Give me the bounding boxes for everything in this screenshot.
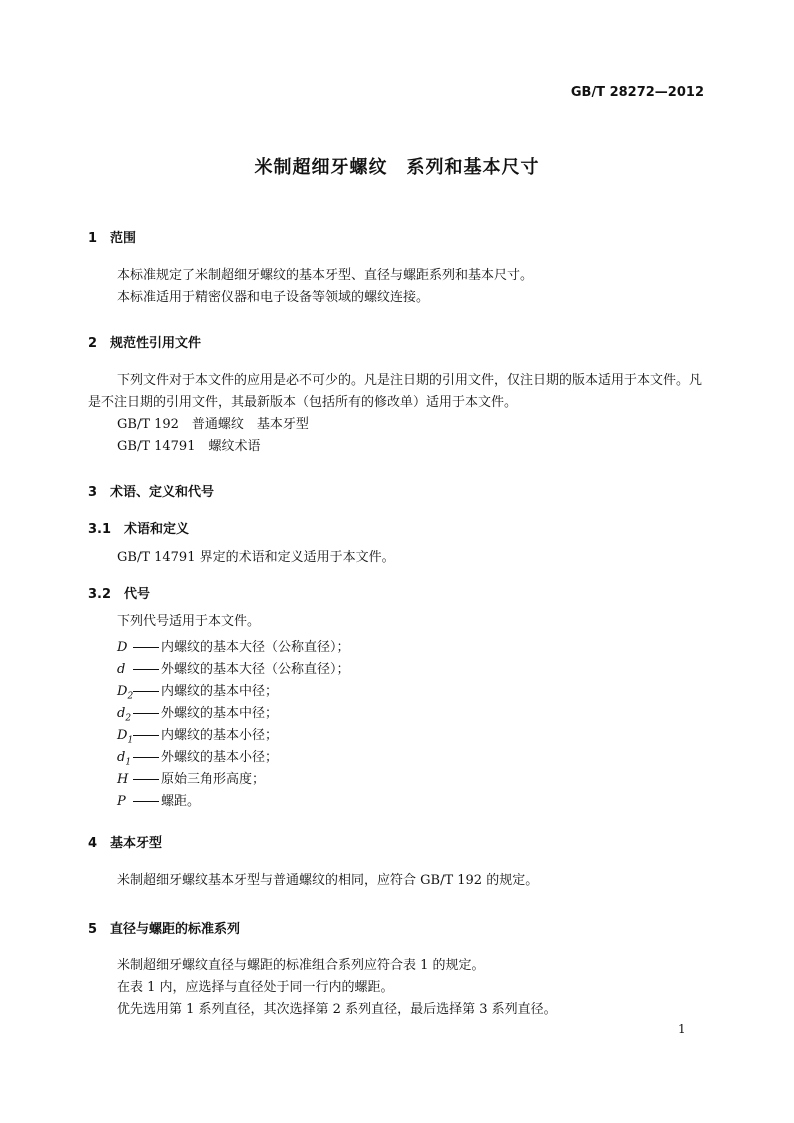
symbol-subscript: 2 <box>125 713 132 724</box>
symbol-description: 外螺纹的基本小径； <box>161 750 279 765</box>
section-3-2-heading: 3.2 代号 <box>88 587 151 602</box>
paragraph: 米制超细牙螺纹基本牙型与普通螺纹的相同，应符合 GB/T 192 的规定。 <box>117 873 539 888</box>
document-title: 米制超细牙螺纹 系列和基本尺寸 <box>254 157 540 178</box>
paragraph: GB/T 14791 界定的术语和定义适用于本文件。 <box>117 550 395 565</box>
symbol-item <box>117 680 278 702</box>
symbol-letter: H <box>117 772 129 787</box>
section-4-heading: 4 基本牙型 <box>88 836 163 851</box>
section-5-heading: 5 直径与螺距的标准系列 <box>88 922 241 937</box>
symbol-description: 外螺纹的基本大径（公称直径）； <box>161 662 350 677</box>
reference-item: GB/T 14791 螺纹术语 <box>117 439 261 454</box>
section-3-1-heading: 3.1 术语和定义 <box>88 522 190 537</box>
em-dash-separator <box>133 691 159 692</box>
symbol-with-subscript <box>117 706 133 724</box>
section-1-heading: 1 范围 <box>88 231 137 246</box>
symbol-with-subscript <box>117 728 133 746</box>
symbol-base: D <box>117 684 128 699</box>
paragraph: 本标准规定了米制超细牙螺纹的基本牙型、直径与螺距系列和基本尺寸。 <box>117 268 534 283</box>
symbol-item <box>117 790 200 809</box>
symbol-description: 内螺纹的基本小径； <box>161 728 279 743</box>
symbol-base: D <box>117 728 128 743</box>
paragraph: 优先选用第 1 系列直径，其次选择第 2 系列直径，最后选择第 3 系列直径。 <box>117 1002 557 1017</box>
symbol-description: 螺距。 <box>161 794 201 809</box>
symbol-description: 内螺纹的基本大径（公称直径）； <box>161 640 350 655</box>
symbol-letter: d <box>117 662 126 677</box>
symbol-description: 内螺纹的基本中径； <box>161 684 279 699</box>
em-dash-separator <box>133 801 159 802</box>
symbol-subscript: 1 <box>127 735 134 746</box>
em-dash-separator <box>133 757 159 758</box>
symbol-base: d <box>117 706 126 721</box>
page-number: 1 <box>678 1022 686 1036</box>
symbol-description: 外螺纹的基本中径； <box>161 706 279 721</box>
symbol-item <box>117 702 278 724</box>
paragraph: 米制超细牙螺纹直径与螺距的标准组合系列应符合表 1 的规定。 <box>117 958 485 973</box>
symbol-item <box>117 636 350 655</box>
symbol-with-subscript <box>117 750 133 768</box>
paragraph: 下列代号适用于本文件。 <box>117 614 261 629</box>
symbol-with-subscript <box>117 684 133 702</box>
symbol-item <box>117 724 278 746</box>
symbol-item <box>117 658 350 677</box>
symbol-subscript: 2 <box>127 691 134 702</box>
symbol-letter: D <box>117 640 128 655</box>
symbol-letter: P <box>117 794 126 809</box>
symbol-subscript: 1 <box>125 757 132 768</box>
em-dash-separator <box>133 647 159 648</box>
standard-number: GB/T 28272—2012 <box>570 85 704 100</box>
symbol-item <box>117 746 278 768</box>
symbol-base: d <box>117 750 126 765</box>
section-2-heading: 2 规范性引用文件 <box>88 336 202 351</box>
paragraph: 下列文件对于本文件的应用是必不可少的。凡是注日期的引用文件，仅注日期的版本适用于本文件。凡是不注日期的引用文件，其最新版本（包括所有的修改单）适用于本文件。 <box>88 373 703 410</box>
paragraph: 本标准适用于精密仪器和电子设备等领域的螺纹连接。 <box>117 290 430 305</box>
symbol-item <box>117 768 265 787</box>
em-dash-separator <box>133 735 159 736</box>
reference-item: GB/T 192 普通螺纹 基本牙型 <box>117 417 309 432</box>
paragraph: 在表 1 内，应选择与直径处于同一行内的螺距。 <box>117 980 394 995</box>
symbol-description: 原始三角形高度； <box>161 772 266 787</box>
section-3-heading: 3 术语、定义和代号 <box>88 485 215 500</box>
em-dash-separator <box>133 779 159 780</box>
em-dash-separator <box>133 713 159 714</box>
em-dash-separator <box>133 669 159 670</box>
